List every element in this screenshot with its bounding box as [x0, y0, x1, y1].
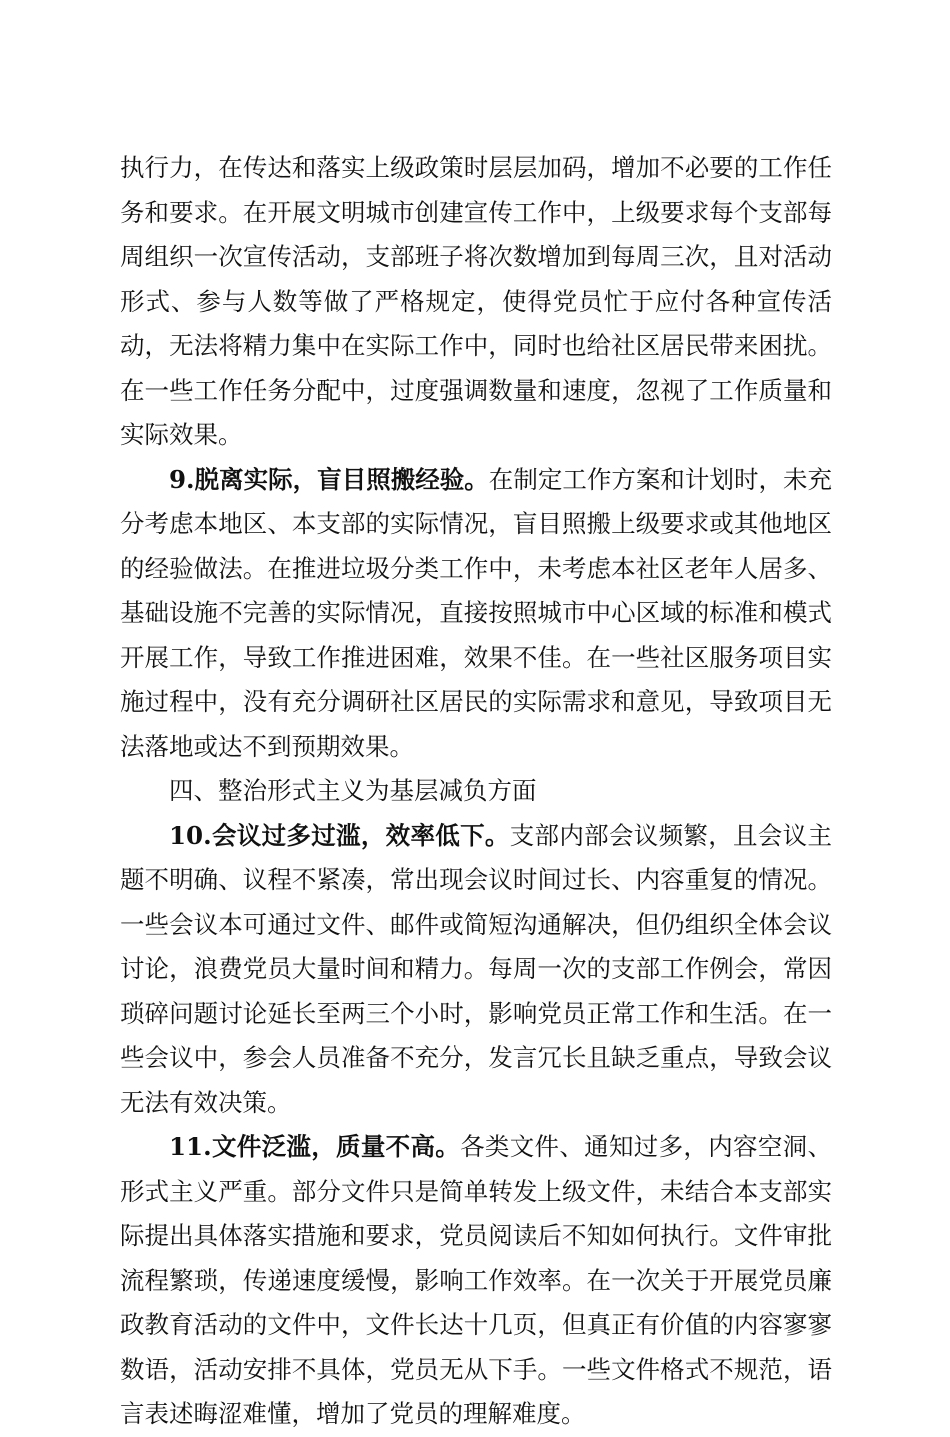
item-10-body: 支部内部会议频繁，且会议主题不明确、议程不紧凑，常出现会议时间过长、内容重复的情况。一些会议本可通过文件、邮件或简短沟通解决，但仍组织全体会议讨论，浪费党员大量时间和精力。每周一次的支部工作例会，常因琐碎问题讨论延长至两三个小时，影响党员正常工作和生活。在一些会议中，参会人员准备不充分，发言冗长且缺乏重点，导致会议无法有效决策。: [120, 820, 832, 1117]
paragraph-item-9: [120, 458, 832, 770]
item-11-body: 各类文件、通知过多，内容空洞、形式主义严重。部分文件只是简单转发上级文件，未结合本支部实际提出具体落实措施和要求，党员阅读后不知如何执行。文件审批流程繁琐，传递速度缓慢，影响工作效率。在一次关于开展党员廉政教育活动的文件中，文件长达十几页，但真正有价值的内容寥寥数语，活动安排不具体，党员无从下手。一些文件格式不规范，语言表述晦涩难懂，增加了党员的理解难度。: [120, 1132, 833, 1428]
document-page: [120, 146, 832, 1437]
section-heading-4: 四、整治形式主义为基层减负方面: [169, 776, 537, 805]
paragraph-item-11: [120, 1125, 832, 1437]
item-11-heading: 11.文件泛滥，质量不高。: [169, 1132, 461, 1161]
item-9-body: 在制定工作方案和计划时，未充分考虑本地区、本支部的实际情况，盲目照搬上级要求或其他地区的经验做法。在推进垃圾分类工作中，未考虑本社区老年人居多、基础设施不完善的实际情况，直接按照城市中心区域的标准和模式开展工作，导致工作推进困难，效果不佳。在一些社区服务项目实施过程中，没有充分调研社区居民的实际需求和意见，导致项目无法落地或达不到预期效果。: [120, 464, 833, 761]
paragraph-item-10: [120, 814, 832, 1126]
item-9-heading: 9.脱离实际，盲目照搬经验。: [169, 464, 489, 494]
paragraph-text: 执行力，在传达和落实上级政策时层层加码，增加不必要的工作任务和要求。在开展文明城市创建宣传工作中，上级要求每个支部每周组织一次宣传活动，支部班子将次数增加到每周三次，且对活动形式、参与人数等做了严格规定，使得党员忙于应付各种宣传活动，无法将精力集中在实际工作中，同时也给社区居民带来困扰。在一些工作任务分配中，过度强调数量和速度，忽视了工作质量和实际效果。: [120, 153, 832, 449]
paragraph-continuation: [120, 146, 832, 458]
item-10-heading: 10.会议过多过滥，效率低下。: [169, 820, 510, 850]
